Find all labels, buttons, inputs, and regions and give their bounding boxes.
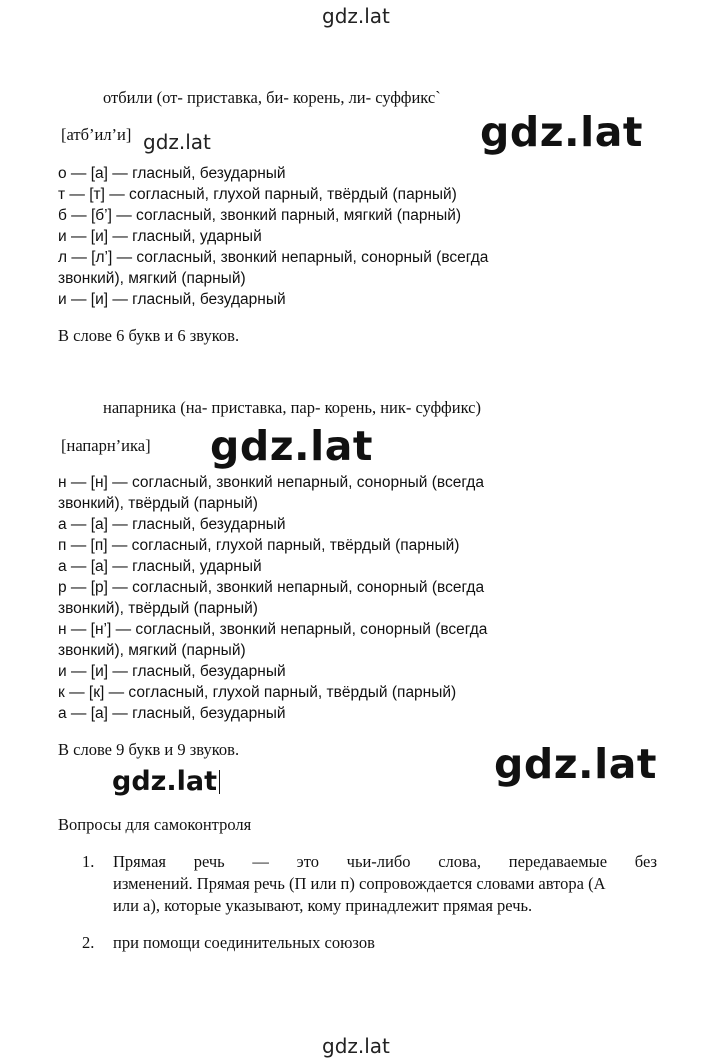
- section1-lines: [58, 163, 488, 310]
- watermark-bottom: gdz.lat: [322, 1034, 390, 1058]
- text-cursor: [219, 770, 220, 794]
- section2-line: а — [а] — гласный, ударный: [58, 558, 262, 575]
- question-1-line1: Прямая речь — это чьи-либо слова, передаваемые без: [113, 852, 657, 871]
- question-1-number: 1.: [82, 852, 95, 871]
- section2-line: звонкий), твёрдый (парный): [58, 600, 258, 617]
- question-2-line1: при помощи соединительных союзов: [113, 933, 375, 952]
- section1-heading: отбили (от- приставка, би- корень, ли- суффикс`: [103, 88, 441, 107]
- section1-summary: В слове 6 букв и 6 звуков.: [58, 326, 240, 345]
- section2-line: а — [а] — гласный, безударный: [58, 705, 286, 722]
- section1-transcription: [атб’ил’и]: [61, 125, 132, 144]
- section1-line: б — [б’] — согласный, звонкий парный, мягкий (парный): [58, 207, 462, 224]
- watermark-mid: [112, 766, 220, 797]
- section2-line: н — [н] — согласный, звонкий непарный, сонорный (всегда: [58, 474, 484, 491]
- question-1-line3: или а), которые указывают, кому принадлежит прямая речь.: [113, 896, 533, 915]
- section2-transcription: [напарн’ика]: [61, 436, 151, 455]
- section2-line: п — [п] — согласный, глухой парный, твёрдый (парный): [58, 537, 460, 554]
- watermark-large-2: gdz.lat: [210, 422, 373, 470]
- watermark-near-transcription: gdz.lat: [143, 130, 211, 154]
- section2-line: р — [р] — согласный, звонкий непарный, сонорный (всегда: [58, 579, 485, 596]
- section1-line: о — [а] — гласный, безударный: [58, 165, 286, 182]
- watermark-top: gdz.lat: [322, 4, 390, 28]
- section2-line: звонкий), твёрдый (парный): [58, 495, 258, 512]
- question-2-number: 2.: [82, 933, 95, 952]
- section1-line: и — [и] — гласный, безударный: [58, 291, 286, 308]
- section1-line: и — [и] — гласный, ударный: [58, 228, 262, 245]
- section2-line: и — [и] — гласный, безударный: [58, 663, 286, 680]
- question-1-line2: изменений. Прямая речь (П или п) сопровождается словами автора (А: [113, 874, 606, 893]
- section2-lines: [58, 472, 487, 724]
- section1-line: л — [л’] — согласный, звонкий непарный, сонорный (всегда: [58, 249, 489, 266]
- section1-line: звонкий), мягкий (парный): [58, 270, 246, 287]
- section2-line: звонкий), мягкий (парный): [58, 642, 246, 659]
- watermark-large-1: gdz.lat: [480, 108, 643, 156]
- section2-heading: напарника (на- приставка, пар- корень, ник- суффикс): [103, 398, 481, 417]
- watermark-mid-text: gdz.lat: [112, 766, 218, 797]
- questions-title: Вопросы для самоконтроля: [58, 815, 252, 834]
- section2-line: н — [н’] — согласный, звонкий непарный, сонорный (всегда: [58, 621, 488, 638]
- section2-line: к — [к] — согласный, глухой парный, твёрдый (парный): [58, 684, 457, 701]
- section2-line: а — [а] — гласный, безударный: [58, 516, 286, 533]
- section1-line: т — [т] — согласный, глухой парный, твёрдый (парный): [58, 186, 457, 203]
- watermark-large-3: gdz.lat: [494, 740, 657, 788]
- section2-summary: В слове 9 букв и 9 звуков.: [58, 740, 240, 759]
